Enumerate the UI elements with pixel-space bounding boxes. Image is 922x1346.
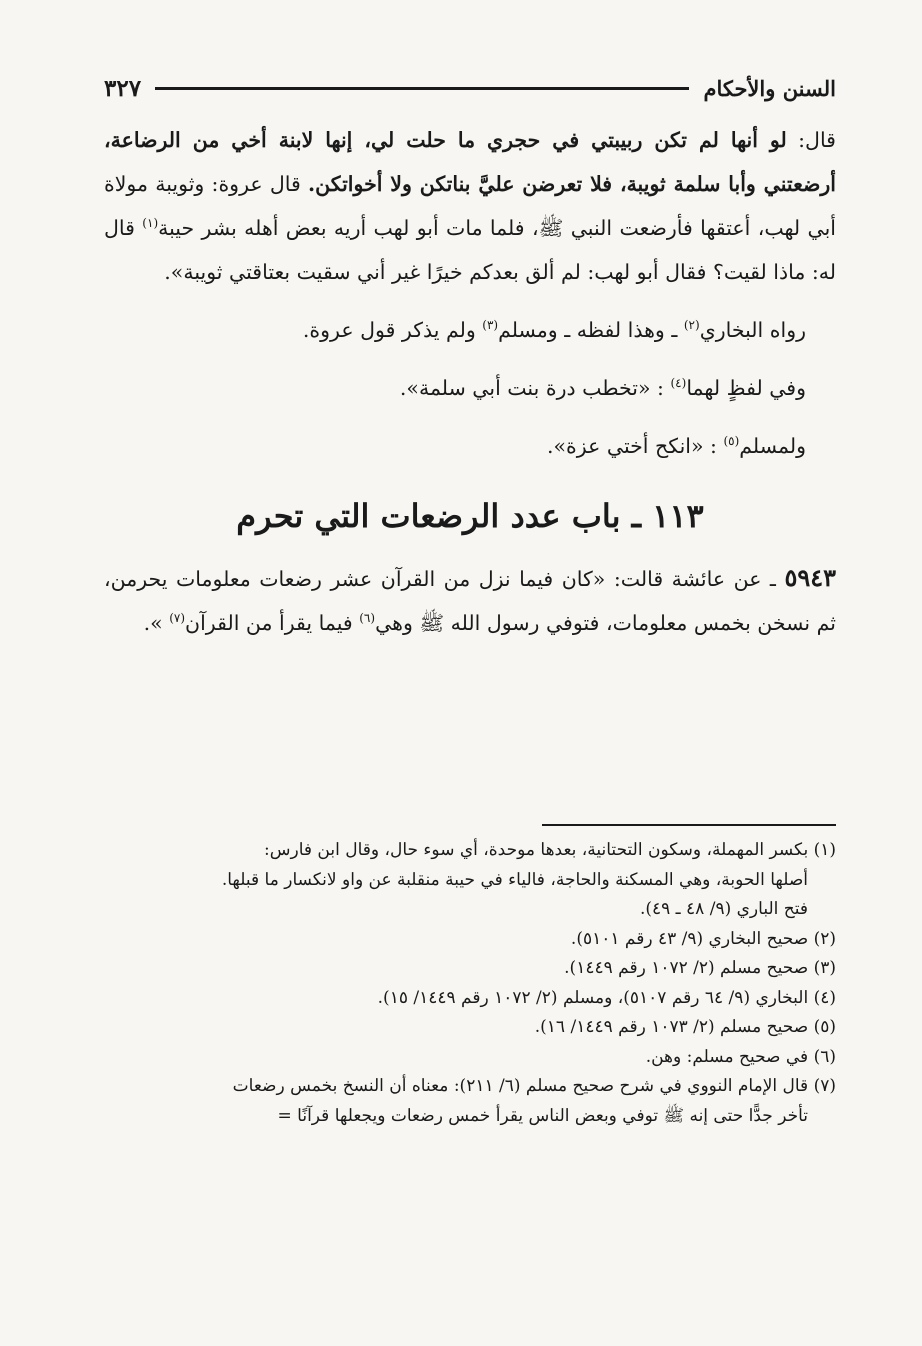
header-rule bbox=[155, 87, 689, 90]
footnote-2: (٢) صحيح البخاري (٩/ ٤٣ رقم ٥١٠١). bbox=[570, 928, 836, 949]
footnote-7: (٧) قال الإمام النووي في شرح صحيح مسلم (٦/ ٢١١): معناه أن النسخ بخمس رضعات bbox=[232, 1076, 836, 1096]
page-header bbox=[104, 70, 836, 106]
footnote-3: (٣) صحيح مسلم (٢/ ١٠٧٢ رقم ١٤٤٩). bbox=[564, 958, 836, 978]
page-number: ٣٢٧ bbox=[104, 74, 142, 102]
muslim-paragraph bbox=[104, 424, 836, 468]
footnote-7-cont: تأخر جدًّا حتى إنه ﷺ توفي وبعض الناس يقرأ خمس رضعات ويجعلها قرآنًا = bbox=[277, 1105, 808, 1126]
hadith-text-3: ». bbox=[143, 611, 170, 635]
lafz-text-2: : «تخطب درة بنت أبي سلمة». bbox=[399, 376, 671, 400]
hadith-paragraph bbox=[104, 556, 836, 645]
narration-lead: قال: bbox=[786, 128, 836, 152]
footnote-5: (٥) صحيح مسلم (٢/ ١٠٧٣ رقم ١٤٤٩/ ١٦). bbox=[534, 1017, 836, 1037]
urwa-text-1: قال عروة: وثويبة مولاة أبي لهب، أعتقها فأرضعت النبي ﷺ، فلما مات أبو لهب أريه بعض أهله بشر حيبة bbox=[104, 172, 836, 240]
footnotes bbox=[104, 836, 836, 1131]
footnote-separator bbox=[542, 824, 836, 826]
riwaya-text-1: رواه البخاري bbox=[699, 318, 806, 342]
hadith-text-2: فيما يقرأ من القرآن bbox=[185, 611, 360, 635]
main-text bbox=[104, 118, 836, 645]
chapter-heading: ١١٣ ـ باب عدد الرضعات التي تحرم bbox=[236, 497, 704, 535]
footnote-4: (٤) البخاري (٩/ ٦٤ رقم ٥١٠٧)، ومسلم (٢/ ١٠٧٢ رقم ١٤٤٩/ ١٥). bbox=[377, 987, 836, 1008]
footnote-ref-4[interactable]: (٤) bbox=[670, 376, 687, 391]
footnote-1: (١) بكسر المهملة، وسكون التحتانية، بعدها موحدة، أي سوء حال، وقال ابن فارس: bbox=[264, 840, 836, 860]
riwaya-text-2: ـ وهذا لفظه ـ ومسلم bbox=[498, 318, 684, 342]
footnote-ref-5[interactable]: (٥) bbox=[723, 434, 740, 449]
footnote-ref-1[interactable]: (١) bbox=[142, 216, 159, 231]
running-title: السنن والأحكام bbox=[703, 75, 836, 101]
lafz-text-1: وفي لفظٍ لهما bbox=[686, 376, 806, 400]
hadith-text-1: ـ عن عائشة قالت: «كان فيما نزل من القرآن عشر رضعات معلومات يحرمن، ثم نسخن بخمس معلومات، فتوفي رسول الله ﷺ وهي bbox=[104, 567, 836, 635]
lafz-paragraph bbox=[104, 366, 836, 410]
urwa-text-2: قال له: ماذا لقيت؟ فقال أبو لهب: لم ألق بعدكم خيرًا غير أني سقيت بعتاقتي ثويبة». bbox=[104, 216, 836, 284]
hadith-number: ٥٩٤٣ bbox=[784, 563, 836, 592]
muslim-text-2: : «انكح أختي عزة». bbox=[547, 434, 724, 458]
riwaya-text-3: ولم يذكر قول عروة. bbox=[302, 318, 483, 342]
footnote-1-source: فتح الباري (٩/ ٤٨ ـ ٤٩). bbox=[639, 899, 808, 919]
footnote-ref-7[interactable]: (٧) bbox=[169, 611, 186, 626]
narration-quote: لو أنها لم تكن ربيبتي في حجري ما حلت لي، إنها لابنة أخي من الرضاعة، أرضعتني وأبا سلمة ثويبة، فلا تعرضن عليَّ بناتكن ولا أخواتكن. bbox=[104, 128, 836, 196]
muslim-text-1: ولمسلم bbox=[739, 434, 806, 458]
riwaya-paragraph bbox=[104, 308, 836, 352]
narration-paragraph bbox=[104, 118, 836, 294]
footnote-ref-3[interactable]: (٣) bbox=[482, 318, 499, 333]
footnote-1-cont: أصلها الحوبة، وهي المسكنة والحاجة، فالياء في حيبة منقلبة عن واو لانكسار ما قبلها. bbox=[221, 869, 808, 890]
footnote-ref-6[interactable]: (٦) bbox=[359, 611, 376, 626]
footnote-6: (٦) في صحيح مسلم: وهن. bbox=[645, 1046, 836, 1067]
footnote-ref-2[interactable]: (٢) bbox=[683, 318, 700, 333]
